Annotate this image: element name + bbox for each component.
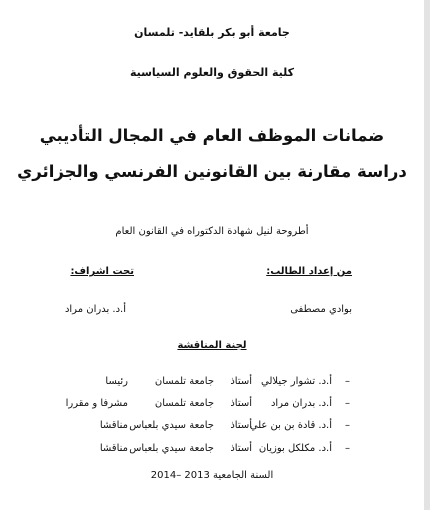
member-name: أ.د. قادة بن بن علي [249, 420, 332, 431]
committee-member-row [0, 376, 424, 392]
member-name: أ.د. بدران مراد [270, 398, 332, 409]
member-role: مناقشا [99, 420, 128, 431]
member-role: مشرفا و مقررا [65, 398, 128, 409]
member-university: جامعة سيدي بلعباس [129, 443, 214, 454]
member-name: أ.د. مكلكل بوزيان [258, 443, 332, 454]
member-role: رئيسا [105, 376, 128, 387]
supervisor-name: أ.د. بدران مراد [64, 304, 126, 315]
thesis-title: ضمانات الموظف العام في المجال التأديبي [39, 126, 385, 145]
member-rank: أستاذ [230, 443, 252, 454]
member-rank: أستاذ [230, 376, 252, 387]
member-university: جامعة تلمسان [154, 398, 214, 409]
member-rank: أستاذ [230, 420, 252, 431]
member-university: جامعة تلمسان [154, 376, 214, 387]
list-dash: – [345, 376, 350, 387]
list-dash: – [345, 443, 350, 454]
member-university: جامعة سيدي بلعباس [129, 420, 214, 431]
degree-statement: أطروحة لنيل شهادة الدكتوراه في القانون العام [115, 226, 309, 237]
member-role: مناقشا [99, 443, 128, 454]
list-dash: – [345, 398, 350, 409]
committee-member-row [0, 443, 424, 459]
supervisor-label: تحت اشراف: [70, 266, 134, 277]
faculty-name: كلية الحقوق والعلوم السياسية [129, 66, 295, 79]
viewer-scrollbar[interactable] [424, 0, 430, 510]
academic-year: السنة الجامعية 2013 –2014 [150, 470, 274, 481]
student-name: بوادي مصطفى [290, 304, 352, 315]
thesis-subtitle: دراسة مقارنة بين القانونين الفرنسي والجزائري [17, 162, 407, 181]
member-name: أ.د. تشوار جيلالي [261, 376, 332, 387]
committee-label: لجنة المناقشة [177, 340, 247, 351]
committee-member-row [0, 398, 424, 414]
university-name: جامعة أبو بكر بلقايد- تلمسان [134, 26, 290, 39]
committee-member-row [0, 420, 424, 436]
student-label: من إعداد الطالب: [266, 266, 352, 277]
member-rank: أستاذ [230, 398, 252, 409]
list-dash: – [345, 420, 350, 431]
